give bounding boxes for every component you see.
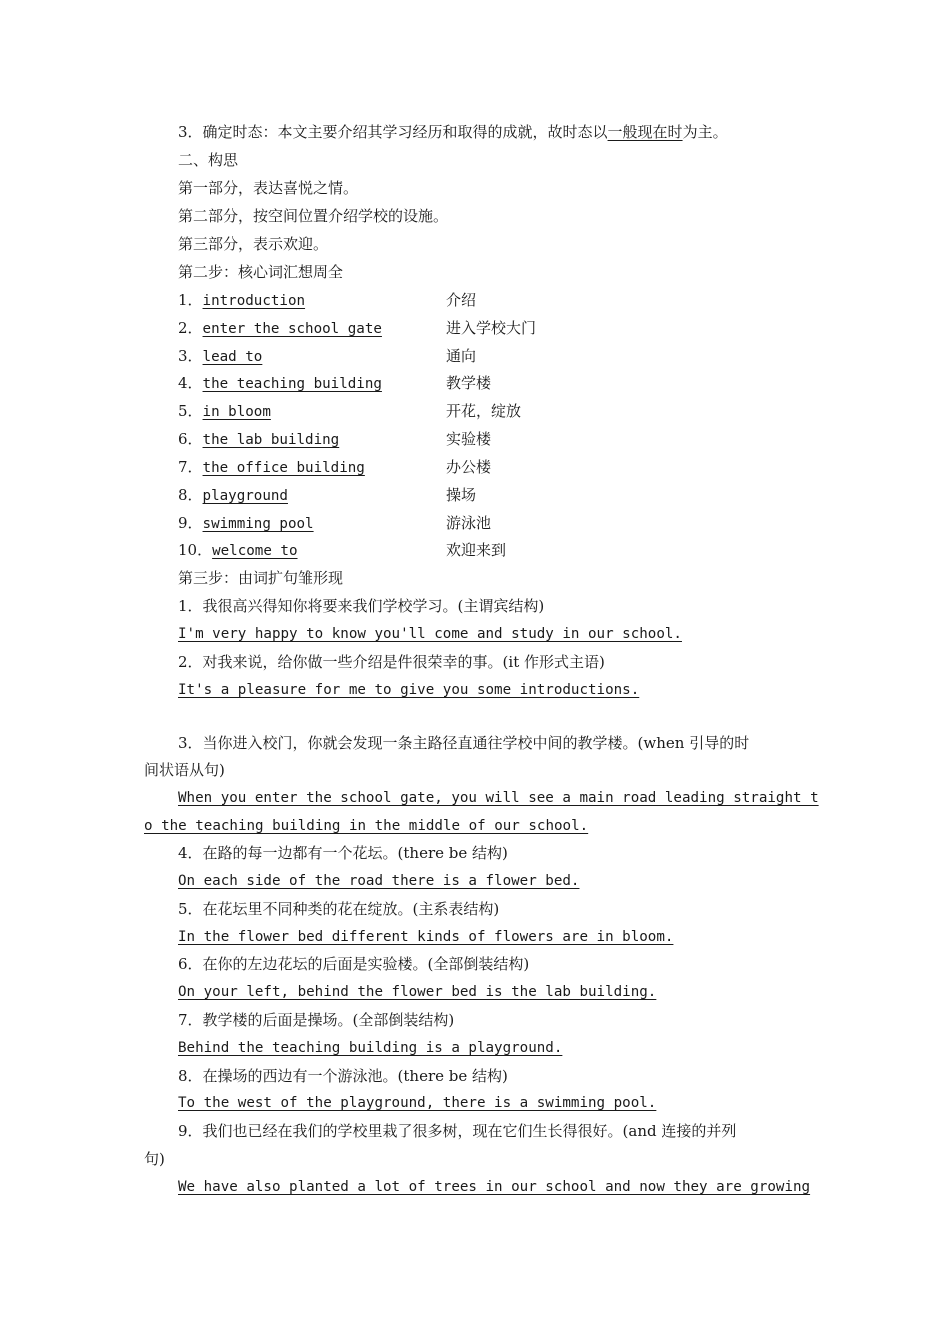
step2-heading: 第二步：核心词汇想周全 [178, 263, 344, 281]
vocab-english: welcome to [212, 543, 298, 559]
sentence-prompt: 4．在路的每一边都有一个花坛。(there be 结构) [178, 844, 508, 862]
vocab-item: 4．the teaching building 教学楼 [178, 374, 492, 392]
sentence-answer: On your left, behind the flower bed is the lab building. [178, 984, 657, 1000]
sentence-prompt: 2．对我来说，给你做一些介绍是件很荣幸的事。(it 作形式主语) [178, 653, 605, 671]
sentence-prompt: 7．教学楼的后面是操场。(全部倒装结构) [178, 1011, 455, 1029]
vocab-english: introduction [202, 293, 306, 309]
vocab-english: swimming pool [202, 516, 314, 532]
sentence-answer: It's a pleasure for me to give you some introductions. [178, 682, 640, 698]
sentence-answer-continued: o the teaching building in the middle of our school. [144, 818, 589, 834]
outline-part2: 第二部分，按空间位置介绍学校的设施。 [178, 207, 449, 225]
section-heading-conceive: 二、构思 [178, 151, 239, 169]
vocab-item: 6．the lab building 实验楼 [178, 430, 492, 448]
sentence-answer: When you enter the school gate, you will see a main road leading straight t [178, 790, 819, 806]
sentence-prompt-continued: 句) [144, 1150, 165, 1168]
outline-part3: 第三部分，表示欢迎。 [178, 235, 329, 253]
vocab-chinese: 办公楼 [446, 458, 492, 476]
vocab-item: 9．swimming pool 游泳池 [178, 514, 492, 532]
vocab-chinese: 实验楼 [446, 430, 492, 448]
vocab-chinese: 开花，绽放 [446, 402, 522, 420]
vocab-item: 10．welcome to 欢迎来到 [178, 541, 507, 559]
step3-heading: 第三步：由词扩句雏形现 [178, 569, 344, 587]
sentence-prompt: 6．在你的左边花坛的后面是实验楼。(全部倒装结构) [178, 955, 530, 973]
vocab-chinese: 教学楼 [446, 374, 492, 392]
sentence-prompt: 3．当你进入校门，你就会发现一条主路径直通往学校中间的教学楼。(when 引导的时 [178, 734, 750, 752]
vocab-chinese: 操场 [446, 486, 477, 504]
vocab-chinese: 进入学校大门 [446, 319, 537, 337]
sentence-answer: In the flower bed different kinds of flowers are in bloom. [178, 929, 674, 945]
sentence-prompt: 9．我们也已经在我们的学校里栽了很多树，现在它们生长得很好。(and 连接的并列 [178, 1122, 737, 1140]
sentence-answer: We have also planted a lot of trees in our school and now they are growing [178, 1179, 811, 1195]
vocab-item: 5．in bloom 开花，绽放 [178, 402, 522, 420]
vocab-chinese: 通向 [446, 347, 477, 365]
vocab-item: 3．lead to 通向 [178, 347, 477, 365]
sentence-prompt-continued: 间状语从句) [144, 761, 225, 779]
sentence-prompt: 5．在花坛里不同种类的花在绽放。(主系表结构) [178, 900, 500, 918]
vocab-english: in bloom [202, 404, 271, 420]
tense-paragraph: 3．确定时态：本文主要介绍其学习经历和取得的成就，故时态以一般现在时为主。 [178, 123, 728, 141]
outline-part1: 第一部分，表达喜悦之情。 [178, 179, 359, 197]
sentence-answer: To the west of the playground, there is a swimming pool. [178, 1095, 657, 1111]
vocab-item: 1．introduction 介绍 [178, 291, 477, 309]
vocab-english: the teaching building [202, 376, 382, 392]
sentence-answer: I'm very happy to know you'll come and study in our school. [178, 626, 682, 642]
tense-answer: 一般现在时 [607, 123, 683, 141]
vocab-english: the office building [202, 460, 365, 476]
vocab-chinese: 欢迎来到 [446, 541, 507, 559]
vocab-english: enter the school gate [202, 321, 382, 337]
vocab-item: 8．playground 操场 [178, 486, 477, 504]
vocab-item: 7．the office building 办公楼 [178, 458, 492, 476]
vocab-english: the lab building [202, 432, 340, 448]
vocab-chinese: 游泳池 [446, 514, 492, 532]
sentence-answer: Behind the teaching building is a playground. [178, 1040, 563, 1056]
vocab-item: 2．enter the school gate 进入学校大门 [178, 319, 537, 337]
sentence-prompt: 8．在操场的西边有一个游泳池。(there be 结构) [178, 1067, 508, 1085]
vocab-chinese: 介绍 [446, 291, 477, 309]
vocab-english: playground [202, 488, 288, 504]
sentence-prompt: 1．我很高兴得知你将要来我们学校学习。(主谓宾结构) [178, 597, 545, 615]
sentence-answer: On each side of the road there is a flower bed. [178, 873, 580, 889]
vocab-english: lead to [202, 349, 263, 365]
